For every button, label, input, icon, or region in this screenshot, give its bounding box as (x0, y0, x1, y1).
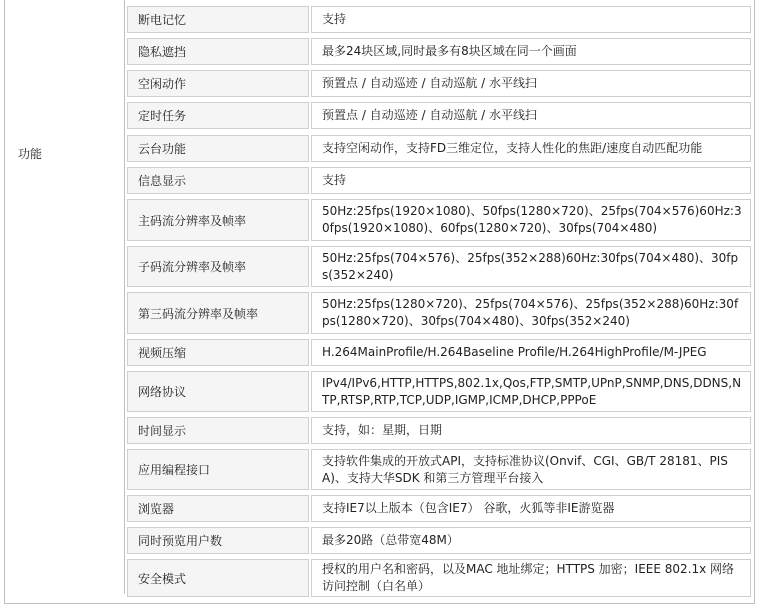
spec-name: 空闲动作 (127, 70, 309, 97)
spec-value: 预置点 / 自动巡迹 / 自动巡航 / 水平线扫 (311, 70, 751, 97)
spec-row (125, 244, 753, 289)
spec-name: 浏览器 (127, 495, 309, 522)
category-column (4, 0, 125, 594)
spec-name: 时间显示 (127, 417, 309, 444)
spec-value: 支持 (311, 167, 751, 194)
spec-value: 最多20路（总带宽48M） (311, 527, 751, 554)
spec-row (125, 447, 753, 492)
spec-value: H.264MainProfile/H.264Baseline Profile/H.264HighProfile/M-JPEG (311, 339, 751, 366)
spec-row (125, 68, 753, 99)
spec-row (125, 525, 753, 556)
spec-name: 应用编程接口 (127, 449, 309, 490)
spec-name: 第三码流分辨率及帧率 (127, 292, 309, 334)
spec-value: 预置点 / 自动巡迹 / 自动巡航 / 水平线扫 (311, 102, 751, 129)
spec-value: 支持IE7以上版本（包含IE7） 谷歌，火狐等非IE游览器 (311, 495, 751, 522)
spec-name: 同时预览用户数 (127, 527, 309, 554)
spec-name: 断电记忆 (127, 6, 309, 33)
spec-name: 网络协议 (127, 371, 309, 412)
spec-value: 50Hz:25fps(1280×720)、25fps(704×576)、25fps(352×288)60Hz:30fps(1280×720)、30fps(704×480)、30fps(352×240) (311, 292, 751, 334)
spec-value: 最多24块区域,同时最多有8块区域在同一个画面 (311, 38, 751, 65)
spec-name: 视频压缩 (127, 339, 309, 366)
spec-row (125, 557, 753, 599)
spec-value: 支持，如：星期，日期 (311, 417, 751, 444)
spec-value: 50Hz:25fps(1920×1080)、50fps(1280×720)、25fps(704×576)60Hz:30fps(1920×1080)、60fps(1280×720)、30fps(704×480) (311, 199, 751, 241)
spec-name: 云台功能 (127, 135, 309, 162)
spec-row (125, 4, 753, 35)
spec-name: 隐私遮挡 (127, 38, 309, 65)
spec-name: 子码流分辨率及帧率 (127, 246, 309, 287)
spec-name: 定时任务 (127, 102, 309, 129)
spec-row (125, 133, 753, 164)
spec-name: 安全模式 (127, 559, 309, 597)
spec-value: 支持空闲动作，支持FD三维定位，支持人性化的焦距/速度自动匹配功能 (311, 135, 751, 162)
spec-row (125, 100, 753, 131)
spec-row (125, 493, 753, 524)
spec-value: 支持 (311, 6, 751, 33)
spec-name: 主码流分辨率及帧率 (127, 199, 309, 241)
spec-row (125, 369, 753, 414)
spec-row (125, 165, 753, 196)
spec-row (125, 415, 753, 446)
category-label: 功能 (18, 147, 43, 161)
spec-value: IPv4/IPv6,HTTP,HTTPS,802.1x,Qos,FTP,SMTP,UPnP,SNMP,DNS,DDNS,NTP,RTSP,RTP,TCP,UDP,IGMP,ICMP,DHCP,PPPoE (311, 371, 751, 412)
spec-row (125, 197, 753, 243)
spec-row (125, 337, 753, 368)
spec-value: 支持软件集成的开放式API，支持标准协议(Onvif、CGI、GB/T 28181、PISA)、支持大华SDK 和第三方管理平台接入 (311, 449, 751, 490)
spec-row (125, 290, 753, 336)
spec-row (125, 36, 753, 67)
spec-value: 50Hz:25fps(704×576)、25fps(352×288)60Hz:30fps(704×480)、30fps(352×240) (311, 246, 751, 287)
spec-value: 授权的用户名和密码，以及MAC 地址绑定；HTTPS 加密；IEEE 802.1x 网络访问控制（白名单） (311, 559, 751, 597)
spec-name: 信息显示 (127, 167, 309, 194)
